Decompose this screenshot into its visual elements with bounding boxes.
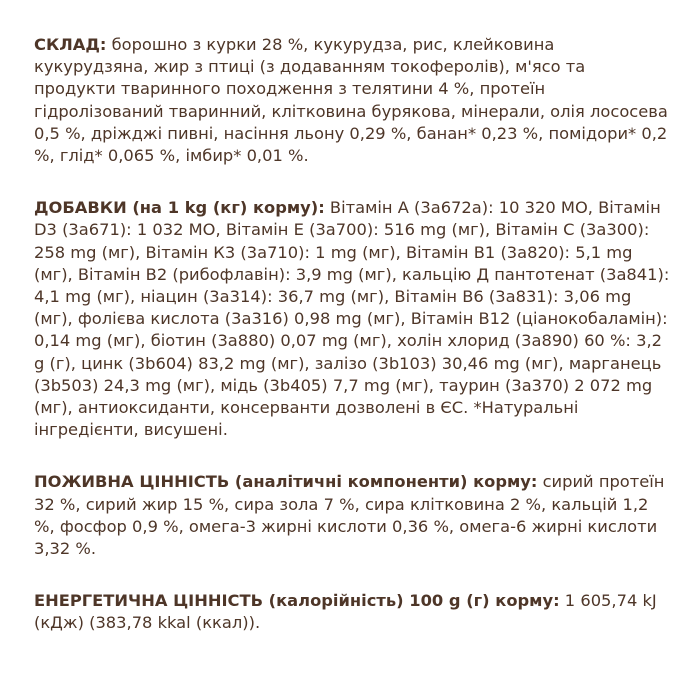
additives-heading: ДОБАВКИ (на 1 kg (кг) корму): xyxy=(34,198,325,218)
composition-heading: СКЛАД: xyxy=(34,35,107,54)
nutrition-section xyxy=(34,471,670,560)
nutrition-heading: ПОЖИВНА ЦІННІСТЬ (аналітичні компоненти) корму: xyxy=(34,472,538,492)
composition-text: борошно з курки 28 %, кукурудза, рис, клейковина кукурудзяна, жир з птиці (з додаванням токоферолів), м'ясо та продукти тваринного походження з телятини 4 %, протеїн гідролізований тваринний, клітковина бурякова, мінерали, олія лососева 0,5 %, дріжджі пивні, насіння льону 0,29 %, банан* 0,23 %, помідори* 0,2 %, глід* 0,065 %, імбир* 0,01 %. xyxy=(34,35,668,166)
additives-text: Вітамін А (3а672а): 10 320 МО, Вітамін D3 (3а671): 1 032 МО, Вітамін Е (3а700): 516 mg (мг), Вітамін С (3а300): 258 mg (мг), Вітамін К3 (3а710): 1 mg (мг), Вітамін В1 (3а820): 5,1 mg (мг), Вітамін В2 (рибофлавін): 3,9 mg (мг), кальцію Д пантотенат (3а841): 4,1 mg (мг), ніацин (3а314): 36,7 mg (мг), Вітамін В6 (3а831): 3,06 mg (мг), фолієва кислота (3а316) 0,98 mg (мг), Вітамін В12 (ціанокобаламін): 0,14 mg (мг), біотин (3а880) 0,07 mg (мг), холін хлорид (3а890) 60 %: 3,2 g (г), цинк (3b604) 83,2 mg (мг), залізо (3b103) 30,46 mg (мг), марганець (3b503) 24,3 mg (мг), мідь (3b405) 7,7 mg (мг), таурин (3а370) 2 072 mg (мг), антиоксиданти, консерванти дозволені в ЄС. *Натуральні інгредієнти, висушені. xyxy=(34,198,670,440)
ingredients-label xyxy=(34,34,670,635)
additives-section xyxy=(34,197,670,441)
energy-section xyxy=(34,590,670,634)
nutrition-text: сирий протеїн 32 %, сирий жир 15 %, сира зола 7 %, сира клітковина 2 %, кальцій 1,2 %, фосфор 0,9 %, омега-3 жирні кислоти 0,36 %, омега-6 жирні кислоти 3,32 %. xyxy=(34,472,665,559)
energy-heading: ЕНЕРГЕТИЧНА ЦІННІСТЬ (калорійність) 100 g (г) корму: xyxy=(34,591,560,611)
composition-section xyxy=(34,34,670,167)
energy-text: 1 605,74 kJ (кДж) (383,78 kkal (ккал)). xyxy=(34,591,657,633)
